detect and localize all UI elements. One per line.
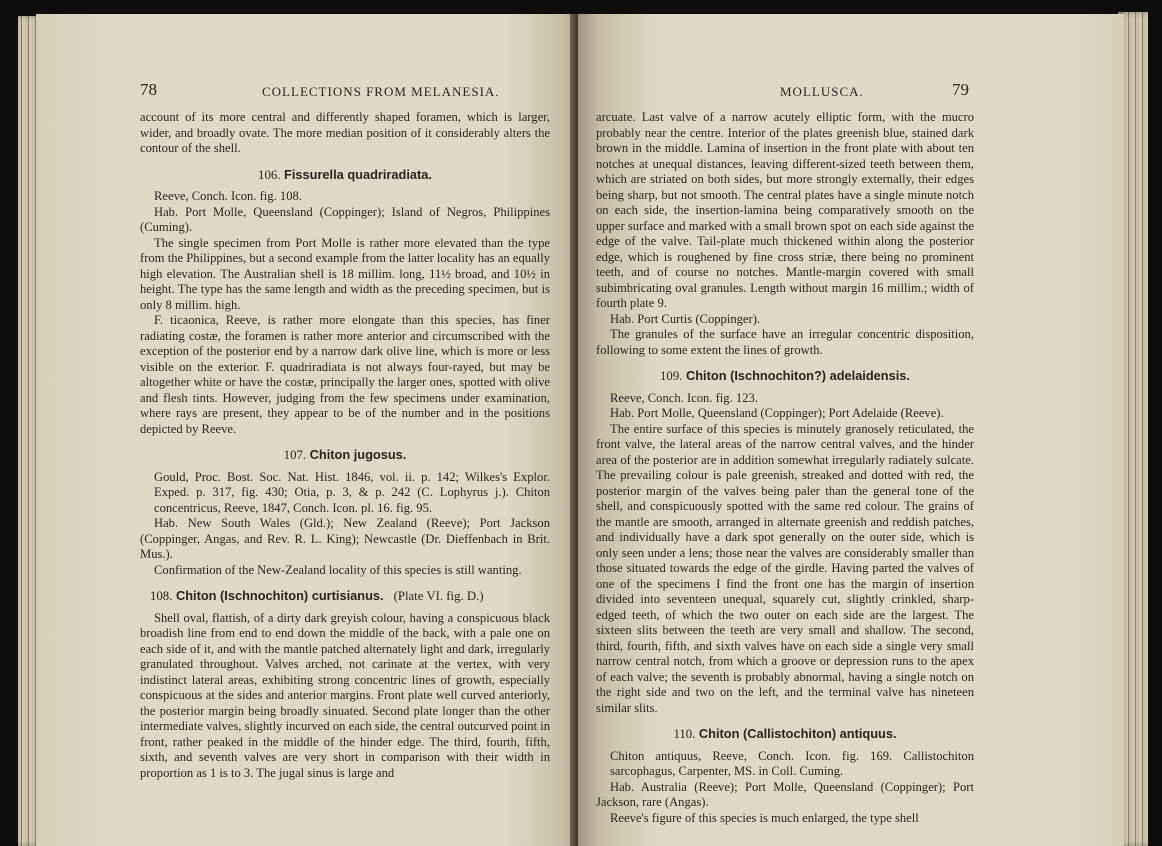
paragraph: The entire surface of this species is minutely granosely reticulated, the front valve, the lateral areas of the narrow central valves, and the hinder area of the posterior are in addition somewhat irregularly radiately sulcate. The prevailing colour is pale greenish, streaked and dotted with red, the posterior margin of the valves being paler than the general tone of the shell, and conspicuously spotted with the same red colour. The grains of the mantle are smooth, arranged in alternate greenish and reddish patches, and individually have a dark spot generally on the outer side, which is only seen under a lens; those near the valves are considerably smaller than those situated towards the edge of the girdle. Having parted the valves of one of the specimens I find the front one has the margin of insertion divided into seventeen unequal, squarely cut, slightly crinkled, sharp-edged teeth, of which the two outer on each side are the largest. The sixteen slits between the teeth are very small and shallow. The second, third, fourth, fifth, and sixth valves have on each side a single very small narrow central notch, from which a groove or depression runs to the apex of each valve; the seventh is probably abnormal, having a single notch on the right side and two on the left, and the terminal valve has nineteen similar slits. — [596, 421, 974, 715]
paragraph: Confirmation of the New-Zealand locality of this species is still wanting. — [154, 562, 522, 577]
species-heading — [140, 588, 550, 605]
running-head: COLLECTIONS FROM MELANESIA. — [262, 84, 500, 99]
left-page — [36, 14, 584, 846]
text-column — [596, 110, 974, 826]
page-number: 78 — [140, 80, 157, 99]
right-page — [578, 14, 1124, 846]
species-name: Chiton jugosus. — [309, 447, 407, 462]
text-column — [140, 110, 550, 781]
paragraph: The granules of the surface have an irregular concentric disposition, following to some extent the lines of growth. — [596, 327, 974, 357]
species-number: 110. — [673, 727, 696, 741]
species-number: 107. — [283, 448, 307, 462]
paragraph: Shell oval, flattish, of a dirty dark greyish colour, having a conspicuous black broadish line from end to end down the middle of the back, with a pale one on each side of it, and with the mantle patched alternately light and dark, irregularly granulated throughout. Valves arched, not carinate at the vertex, with very indistinct lateral areas, exhibiting strong concentric lines of growth, especially conspicuous at the sides and anterior margins. Front plate well curved anteriorly, the posterior margin being broadly sinuated. Second plate longer than the other intermediate valves, slightly incurved on each side, the central outcurved point in front, rather peaked in the middle of the hinder edge. The third, fourth, fifth, sixth, and seventh valves are very short in comparison with their width in proportion as 1 is to 3. The jugal sinus is large and — [140, 610, 550, 780]
species-number: 106. — [258, 167, 281, 182]
running-head: MOLLUSCA. — [780, 84, 864, 99]
species-name: Fissurella quadriradiata. — [284, 166, 432, 182]
page-number: 79 — [952, 80, 969, 99]
species-heading — [596, 726, 974, 743]
species-number: 109. — [660, 369, 683, 383]
species-name: Chiton (Ischnochiton?) adelaidensis. — [686, 368, 910, 383]
species-heading — [596, 368, 974, 385]
paragraph: arcuate. Last valve of a narrow acutely elliptic form, with the mucro probably near the centre. Interior of the plates greenish blue, stained dark brown in the middle. Lamina of insertion in the front plate with about ten notches at unequal distances, leaving different-sized teeth between them, which are striated on both sides, but more strongly externally, their edges being sharp, but not smooth. The central plates have a single minute notch on each side, the insertion-lamina being comparatively smooth on the upper surface and marked with a small brown spot on each side against the edge of the valve. Tail-plate much thickened within along the posterior edge, which is roughened by fine cross striæ, there being no prominent teeth, and of course no notches. Mantle-margin covered with small subimbricating oval granules. Length without margin 16 millim.; width of fourth plate 9. — [596, 110, 974, 310]
paragraph: Reeve's figure of this species is much enlarged, the type shell — [610, 810, 919, 825]
reference-line: Chiton antiquus, Reeve, Conch. Icon. fig. 169. Callistochiton sarcophagus, Carpenter, MS. in Coll. Cuming. — [610, 748, 974, 778]
paragraph: The single specimen from Port Molle is rather more elevated than the type from the Philippines, but a second example from the latter locality has an equally high elevation. The Australian shell is 18 millim. long, 11½ broad, and 10½ in height. The type has the same length and width as the preceding specimen, but is only 8 millim. high. — [140, 235, 550, 312]
reference-line: Gould, Proc. Bost. Soc. Nat. Hist. 1846, vol. ii. p. 142; Wilkes's Explor. Exped. p. 317, fig. 430; Otia, p. 3, & p. 242 (C. Lophyrus j.). Chiton concentricus, Reeve, 1847, Conch. Icon. pl. 16. fig. 95. — [154, 469, 550, 515]
paragraph: F. ticaonica, Reeve, is rather more elongate than this species, has finer radiating costæ, the foramen is rather more anterior and circumscribed with the exception of the posterior end by a narrow dark olive line, which is more or less visible on the exterior. F. quadriradiata is not always four-rayed, but may be altogether white or have the costæ, principally the larger ones, spotted with olive and flesh tints. However, judging from the few specimens under examination, where rays are present, they appear to be of the number and in the positions depicted by Reeve. — [140, 313, 550, 436]
paragraph: Hab. Port Curtis (Coppinger). — [610, 311, 761, 326]
species-name: Chiton (Ischnochiton) curtisianus. — [175, 588, 384, 603]
reference-line: Reeve, Conch. Icon. fig. 108. — [154, 189, 302, 203]
reference-line: Reeve, Conch. Icon. fig. 123. — [610, 390, 758, 405]
paragraph: Hab. Port Molle, Queensland (Coppinger); Island of Negros, Philippines (Cuming). — [140, 204, 550, 234]
paragraph: Hab. Port Molle, Queensland (Coppinger); Port Adelaide (Reeve). — [610, 406, 944, 420]
species-heading — [140, 167, 550, 184]
species-number: 108. — [150, 589, 173, 603]
species-heading — [140, 447, 550, 464]
paragraph: account of its more central and differently shaped foramen, which is larger, wider, and broadly ovate. The more median position of it considerably alters the contour of the shell. — [140, 110, 550, 155]
paragraph: Hab. New South Wales (Gld.); New Zealand (Reeve); Port Jackson (Coppinger, Angas, and Rev. R. L. King); Newcastle (Dr. Dieffenbach in Brit. Mus.). — [140, 516, 550, 561]
species-name: Chiton (Callistochiton) antiquus. — [698, 726, 897, 741]
paragraph: Hab. Australia (Reeve); Port Molle, Queensland (Coppinger); Port Jackson, rare (Angas). — [596, 779, 974, 809]
plate-reference: (Plate VI. fig. D.) — [393, 589, 484, 603]
